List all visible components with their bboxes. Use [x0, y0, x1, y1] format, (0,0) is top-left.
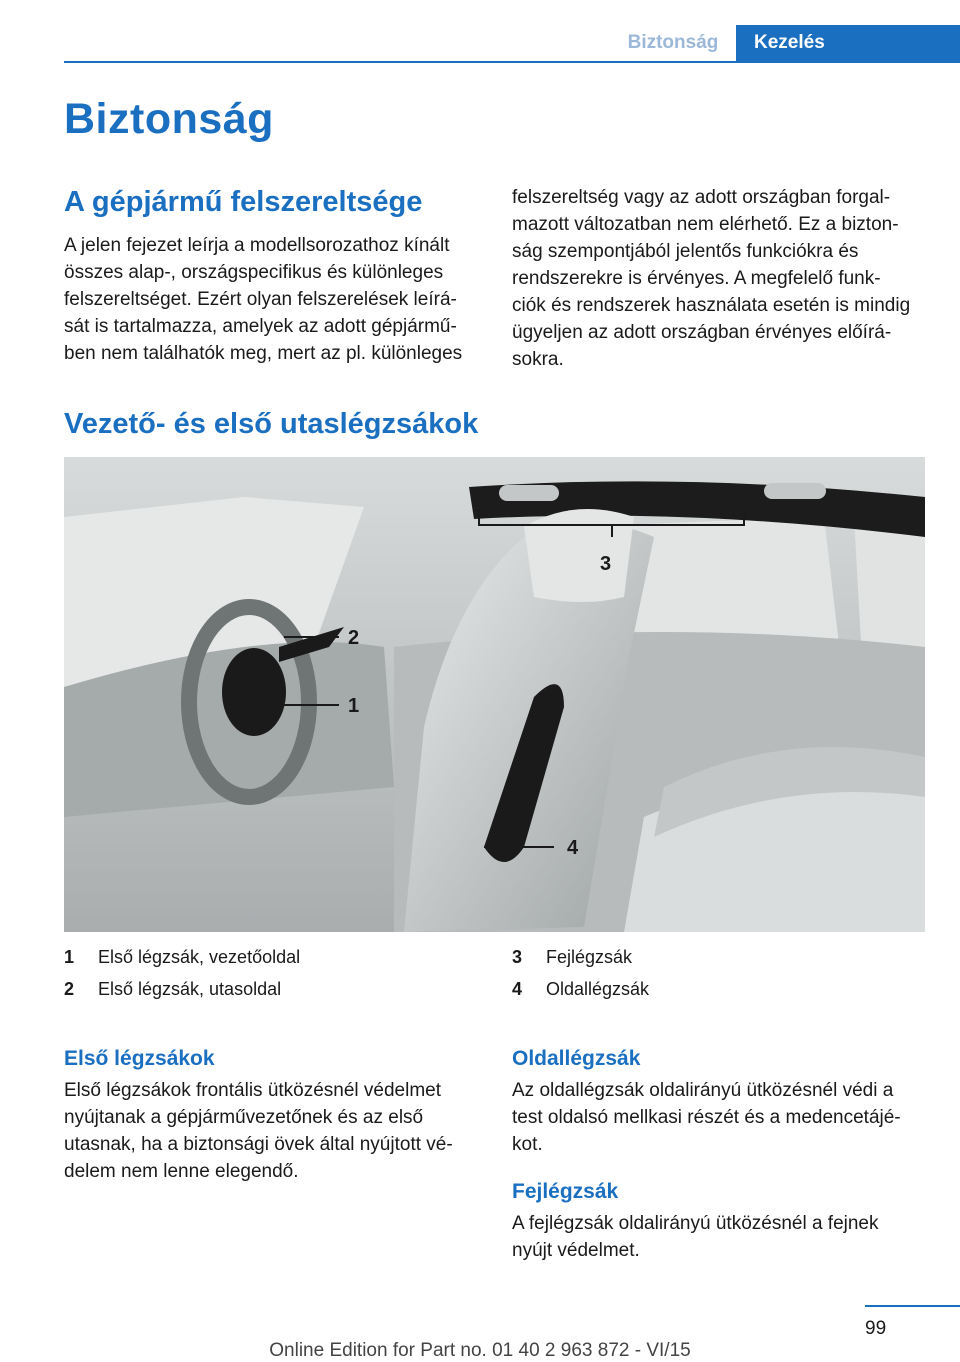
side-airbag-heading: Oldallégzsák — [512, 1047, 641, 1070]
callout-3: 3 — [600, 553, 612, 575]
side-airbag-text: Az oldallégzsák oldalirányú ütközésnél védi a test oldalsó mellkasi részét és a medencetájé- kot. — [512, 1080, 901, 1155]
page-number: 99 — [865, 1318, 887, 1339]
header-chapter-tab: Kezelés — [736, 25, 960, 61]
section-heading-airbags: Vezető- és első utaslégzsákok — [64, 408, 479, 440]
front-airbags-text: Első légzsákok frontális ütközésnél védelmet nyújtanak a gépjárművezetőnek és az első utasnak, ha a biztonsági övek által nyújtott vé- delem nem lenne elegendő. — [64, 1080, 453, 1182]
equipment-text-col1: A jelen fejezet leírja a modellsorozathoz kínált összes alap-, országspecifikus és különleges felszereltséget. Ezért olyan felszerelések leírá- sát is tartalmazza, amelyek az adott gépjármű- ben nem találhatók meg, mert az pl. különleges — [64, 235, 463, 364]
airbag-illustration — [64, 457, 925, 932]
section-heading-equipment: A gépjármű felszereltsége — [64, 186, 423, 218]
equipment-text-col2: felszereltség vagy az adott országban forgal- mazott változatban nem elérhető. Ez a bizton- ság szempontjából jelentős funkciókra és rendszerekre is érvényes. A megfelelő funk- ciók és rendszerek használata esetén is mindig ügyeljen az adott országban érvényes előírá- sokra. — [512, 187, 911, 370]
callout-4: 4 — [567, 837, 579, 859]
callout-1: 1 — [348, 695, 360, 717]
legend-item: 2 Első légzsák, utasoldal — [64, 979, 282, 999]
legend-left — [64, 941, 300, 1005]
head-airbag-heading: Fejlégzsák — [512, 1180, 619, 1203]
legend-item: 1 Első légzsák, vezetőoldal — [64, 947, 301, 967]
callout-2: 2 — [348, 627, 360, 649]
page-number-rule — [865, 1305, 960, 1307]
legend-item: 3 Fejlégzsák — [512, 947, 633, 967]
front-airbags-heading: Első légzsákok — [64, 1047, 215, 1070]
header-rule — [64, 61, 960, 63]
head-airbag-text: A fejlégzsák oldalirányú ütközésnél a fejnek nyújt védelmet. — [512, 1213, 879, 1261]
footer-edition: Online Edition for Part no. 01 40 2 963 872 - VI/15 — [269, 1340, 691, 1361]
legend-item: 4 Oldallégzsák — [512, 979, 650, 999]
header-section-tab: Biztonság — [627, 32, 719, 53]
legend-right — [512, 941, 649, 1005]
page-title: Biztonság — [64, 95, 274, 143]
